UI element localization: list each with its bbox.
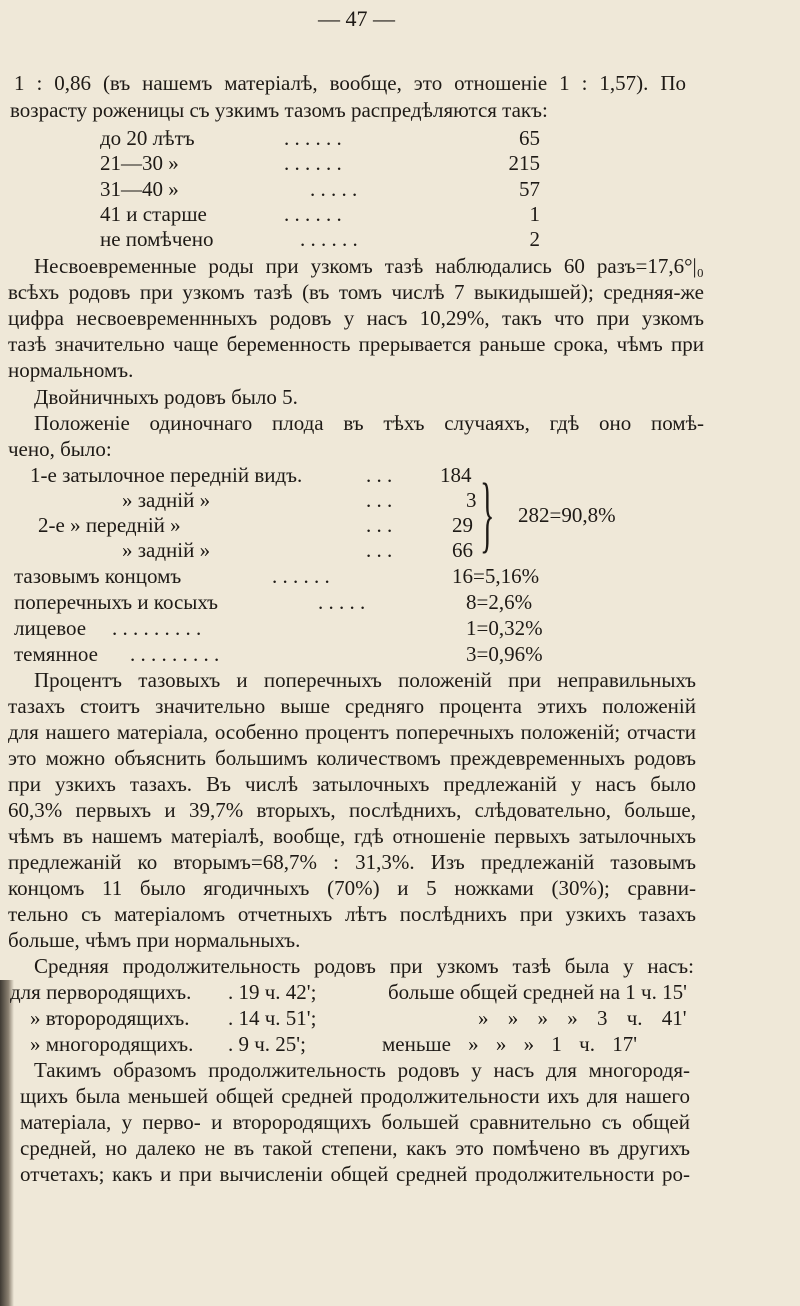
age-row-label: не помѣчено <box>100 227 214 251</box>
duration-row-category: для первородящихъ. <box>10 980 192 1004</box>
position-row-value: 3=0,96% <box>466 642 543 666</box>
age-row-label: 31—40 » <box>100 177 179 201</box>
twins-line: Двойничныхъ родовъ было 5. <box>34 385 298 409</box>
para3-line: Такимъ образомъ продолжительность родовъ у насъ для многородя- <box>34 1058 690 1082</box>
age-row-value: 57 <box>519 177 540 201</box>
age-row-value: 2 <box>529 227 540 251</box>
position-row-dots: . . . <box>366 513 393 537</box>
position-row-value: 16=5,16% <box>452 564 540 588</box>
duration-row-category: » второродящихъ. <box>30 1006 190 1030</box>
age-row-label: 41 и старше <box>100 202 207 226</box>
age-row-dots: . . . . . . <box>284 126 342 150</box>
position-row-label: поперечныхъ и косыхъ <box>14 590 218 614</box>
para2-line: это можно объяснить большимъ количествомъ преждевременныхъ родовъ <box>8 746 696 770</box>
duration-row-time: . 19 ч. 42'; <box>228 980 317 1004</box>
para3-line: щихъ была меньшей общей средней продолжительности ихъ для нашего <box>20 1084 690 1108</box>
duration-row-comparison: больше общей средней на 1 ч. 15' <box>388 980 687 1004</box>
para2-line: чѣмъ въ нашемъ матеріалѣ, вообще, гдѣ отношеніе первыхъ затылочныхъ <box>8 824 696 848</box>
age-row-dots: . . . . . . <box>300 227 358 251</box>
para3-line: отчетахъ; какъ и при вычисленіи общей средней продолжительности ро- <box>20 1162 690 1186</box>
position-intro-line: чено, было: <box>8 437 112 461</box>
position-row-label: темянное <box>14 642 98 666</box>
position-row-label: лицевое <box>14 616 87 640</box>
position-row-label: » задній » <box>122 538 211 562</box>
para2-line: предлежаній ко вторымъ=68,7% : 31,3%. Изъ предлежаній тазовымъ <box>8 850 696 874</box>
para2-line: концомъ 11 было ягодичныхъ (70%) и 5 ножками (30%); сравни- <box>8 876 696 900</box>
age-row-dots: . . . . . <box>310 177 358 201</box>
position-row-value: 8=2,6% <box>466 590 533 614</box>
position-row-dots: . . . . . <box>318 590 366 614</box>
para1-line: тазѣ значительно чаще беременность прерывается раньше срока, чѣмъ при <box>8 332 704 356</box>
para1-line: нормальномъ. <box>8 358 134 382</box>
position-row-value: 1=0,32% <box>466 616 543 640</box>
brace-symbol: } <box>480 465 495 561</box>
duration-row-category: » многородящихъ. <box>30 1032 194 1056</box>
position-row-value: 3 <box>466 488 477 512</box>
position-row-label: тазовымъ концомъ <box>14 564 182 588</box>
position-row-label: » задній » <box>122 488 211 512</box>
para2-line: Процентъ тазовыхъ и поперечныхъ положеній при неправильныхъ <box>34 668 696 692</box>
position-row-dots: . . . . . . . . . <box>112 616 202 640</box>
position-row-dots: . . . . . . . . . <box>130 642 220 666</box>
position-row-value: 66 <box>452 538 473 562</box>
para2-line: больше, чѣмъ при нормальныхъ. <box>8 928 301 952</box>
age-row-value: 215 <box>508 151 540 175</box>
para2-line: для нашего матеріала, особенно процентъ поперечныхъ положеній; отчасти <box>8 720 696 744</box>
page-number: — 47 — <box>318 6 395 31</box>
duration-row-comparison: » » » » 3 ч. 41' <box>478 1006 687 1030</box>
position-row-dots: . . . <box>366 538 393 562</box>
duration-row-time: . 9 ч. 25'; <box>228 1032 306 1056</box>
age-row-label: до 20 лѣтъ <box>100 126 195 150</box>
age-row-dots: . . . . . . <box>284 202 342 226</box>
intro-line-2: возрасту роженицы съ узкимъ тазомъ распредѣляются такъ: <box>10 98 548 122</box>
duration-row-time: . 14 ч. 51'; <box>228 1006 317 1030</box>
position-intro-line: Положеніе одиночнаго плода въ тѣхъ случаяхъ, гдѣ оно помѣ- <box>34 411 704 435</box>
position-row-dots: . . . <box>366 463 393 487</box>
para3-line: матеріала, у перво- и второродящихъ большей сравнительно съ общей <box>20 1110 690 1134</box>
para1-line: всѣхъ родовъ при узкомъ тазѣ (въ томъ числѣ 7 выкидышей); средняя-же <box>8 280 704 304</box>
position-row-value: 184 <box>440 463 472 487</box>
para3-line: средней, но далеко не въ такой степени, какъ это помѣчено въ другихъ <box>20 1136 690 1160</box>
position-row-dots: . . . <box>366 488 393 512</box>
duration-row-comparison: меньше » » » 1 ч. 17' <box>382 1032 638 1056</box>
para1-line: Несвоевременные роды при узкомъ тазѣ наблюдались 60 разъ=17,6°|₀ <box>34 254 704 278</box>
age-row-dots: . . . . . . <box>284 151 342 175</box>
para2-line: тельно съ матеріаломъ отчетныхъ лѣтъ послѣднихъ при узкихъ тазахъ <box>8 902 696 926</box>
para2-line: при узкихъ тазахъ. Въ числѣ затылочныхъ предлежаній у насъ было <box>8 772 696 796</box>
age-row-value: 65 <box>519 126 540 150</box>
intro-line-1: 1 : 0,86 (въ нашемъ матеріалѣ, вообще, это отношеніе 1 : 1,57). По <box>14 71 686 95</box>
position-row-value: 29 <box>452 513 473 537</box>
para2-line: тазахъ стоитъ значительно выше средняго процента этихъ положеній <box>8 694 696 718</box>
brace-total: 282=90,8% <box>518 503 616 527</box>
duration-intro: Средняя продолжительность родовъ при узкомъ тазѣ была у насъ: <box>34 954 694 978</box>
para1-line: цифра несвоевременнныхъ родовъ у насъ 10,29%, такъ что при узкомъ <box>8 306 704 330</box>
position-row-label: 2-е » передній » <box>38 513 181 537</box>
para2-line: 60,3% первыхъ и 39,7% вторыхъ, послѣднихъ, слѣдовательно, больше, <box>8 798 696 822</box>
age-row-value: 1 <box>529 202 540 226</box>
binding-shadow <box>0 980 14 1306</box>
age-row-label: 21—30 » <box>100 151 179 175</box>
position-row-label: 1-е затылочное передній видъ. <box>30 463 303 487</box>
position-row-dots: . . . . . . <box>272 564 330 588</box>
